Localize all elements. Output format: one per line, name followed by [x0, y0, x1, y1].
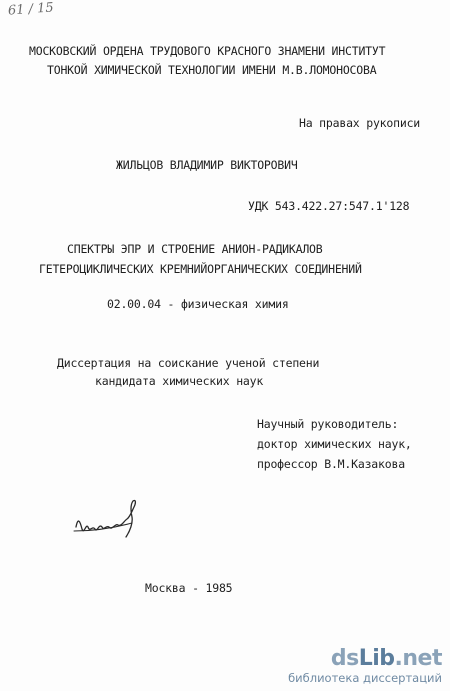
- handwritten-signature: [70, 487, 165, 547]
- thesis-title-line-1: СПЕКТРЫ ЭПР И СТРОЕНИЕ АНИОН-РАДИКАЛОВ: [67, 242, 323, 256]
- handwritten-archive-note: 61 / 15: [7, 0, 55, 19]
- dissertation-line-2: кандидата химических наук: [95, 374, 264, 388]
- author-name: ЖИЛЬЦОВ ВЛАДИМИР ВИКТОРОВИЧ: [116, 158, 298, 172]
- udk-code: УДК 543.422.27:547.1'128: [248, 199, 410, 213]
- manuscript-rights: На правах рукописи: [299, 116, 421, 130]
- supervisor-degree: доктор химических наук,: [257, 437, 412, 451]
- dslib-logo: dsLib.net: [330, 646, 442, 671]
- dslib-subtitle: библиотека диссертаций: [288, 671, 442, 685]
- dissertation-line-1: Диссертация на соискание ученой степени: [57, 356, 320, 370]
- thesis-title-line-2: ГЕТЕРОЦИКЛИЧЕСКИХ КРЕМНИЙОРГАНИЧЕСКИХ СОЕДИНЕНИЙ: [39, 262, 362, 276]
- place-and-year: Москва - 1985: [145, 581, 233, 595]
- dslib-watermark: [288, 647, 442, 685]
- supervisor-label: Научный руководитель:: [257, 417, 399, 431]
- specialty-code: 02.00.04 - физическая химия: [107, 297, 289, 311]
- supervisor-name: профессор В.М.Казакова: [257, 457, 405, 471]
- institute-line-2: ТОНКОЙ ХИМИЧЕСКОЙ ТЕХНОЛОГИИ ИМЕНИ М.В.ЛОМОНОСОВА: [47, 63, 377, 77]
- institute-line-1: МОСКОВСКИЙ ОРДЕНА ТРУДОВОГО КРАСНОГО ЗНАМЕНИ ИНСТИТУТ: [29, 44, 386, 58]
